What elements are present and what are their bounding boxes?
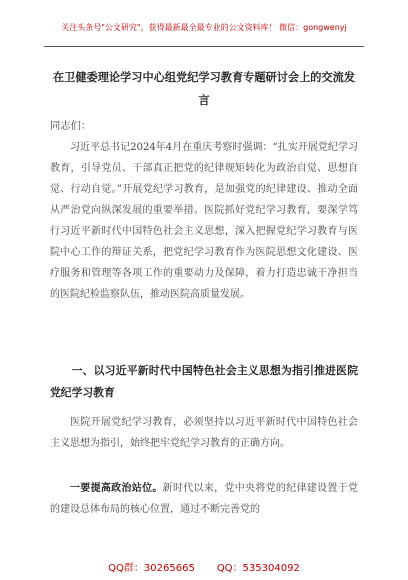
paragraph-intro: 习近平总书记2024年4月在重庆考察时强调：“扎实开展党纪学习教育，引导党员、干部真正把党的纪律规矩转化为政治自觉、思想自觉、行动自觉。”开展党纪学习教育，是加强党的纪律建设、推动全面从严治党向纵深发展的重要举措。医院抓好党纪学习教育，要深学笃行习近平新时代中国特色社会主义思想，深入把握党纪学习教育与医院中心工作的辩证关系，把党纪学习教育作为医院思想文化建设、医疗服务和管理等各项工作的重要动力及保障，着力打造忠诚干净担当的医院纪检监察队伍，推动医院高质量发展。 [50,142,358,300]
footer-qq-group: QQ群：30265665 [108,563,195,574]
paragraph-lead: 一要提高政治站位。 [70,483,163,494]
paragraph-political-stance [50,478,358,520]
header-banner: 关注头条号"公文研究"，获得最新最全最专业的公文资料库！ 微信：gongwenyj [61,23,347,32]
footer-contact [0,559,408,574]
paragraph-section-1: 医院开展党纪学习教育，必须坚持以习近平新时代中国特色社会主义思想为指引，始终把牢党纪学习教育的正确方向。 [50,417,358,449]
document-title: 在卫健委理论学习中心组党纪学习教育专题研讨会上的交流发言 [52,70,356,107]
salutation: 同志们： [50,120,92,132]
paragraph-body: 新时代以来，党中央将党的纪律建设置于党的建设总体布局的核心位置，通过不断完善党的 [50,483,359,515]
header-divider [44,46,364,47]
footer-qq: QQ：535304092 [216,563,300,574]
section-heading-1: 一、以习近平新时代中国特色社会主义思想为指引推进医院党纪学习教育 [50,364,358,399]
